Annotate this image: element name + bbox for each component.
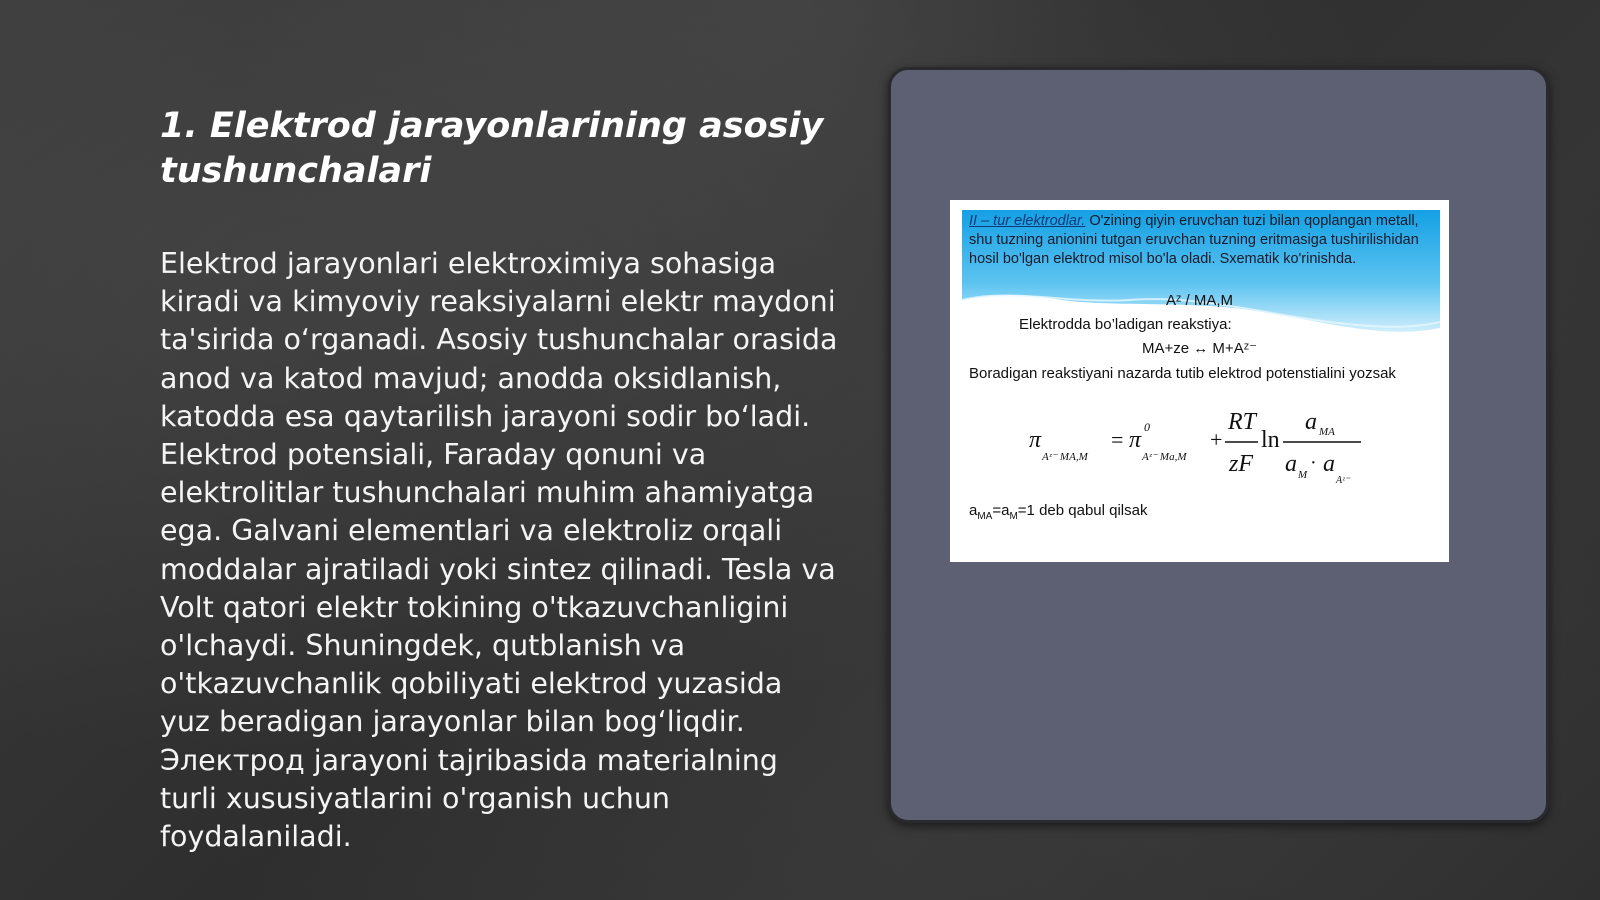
reaction-title: Elektrodda bo’ladigan reakstiya: — [1019, 316, 1232, 333]
intro-rest: O'zining qiyin eruvchan tuzi bilan qoplangan metall, shu tuzning anionini tutgan eruvchan tuzning eritmasiga tushirilishidan hosil bo'lgan elektrod misol bo'la oladi. Sxematik ko'rinishda. — [969, 213, 1419, 267]
formula-den-dot: · — [1310, 452, 1317, 474]
formula-den-a2-sub: Aᶻ⁻ — [1336, 475, 1350, 486]
formula-equals: = — [1111, 427, 1124, 452]
assumption-text: $a_{MA}=a_M=1$ deb qabul qilsak — [969, 502, 1148, 522]
formula-den-a1: a — [1285, 451, 1297, 477]
formula-rt: RT — [1228, 409, 1257, 435]
formula-num-sub: MA — [1319, 426, 1335, 438]
intro-text — [969, 212, 1439, 269]
electrode-scheme: Aᶻ / MA,M — [1165, 292, 1234, 309]
formula-plus: + — [1210, 427, 1223, 452]
formula-pi-left: π — [1029, 427, 1042, 453]
reaction-equation: MA+ze ↔ M+Aᶻ⁻ — [1142, 340, 1257, 357]
formula-pi-right-sup: 0 — [1144, 420, 1150, 434]
formula-zf: zF — [1229, 451, 1253, 477]
slide-title: 1. Elektrod jarayonlarining asosiy tushunchalari — [160, 106, 824, 191]
intro-emphasis: II – tur elektrodlar. — [969, 213, 1086, 229]
potential-note: Boradigan reakstiyani nazarda tutib elektrod potenstialini yozsak — [969, 365, 1396, 382]
nernst-formula — [1025, 405, 1385, 500]
formula-ln: ln — [1261, 427, 1280, 453]
formula-num-a: a — [1305, 409, 1317, 435]
formula-den-a1-sub: M — [1298, 469, 1308, 481]
embedded-slide-image — [950, 200, 1449, 562]
formula-pi-right-sub: Aᶻ⁻ Ma,M — [1142, 451, 1187, 463]
slide-body-text: Elektrod jarayonlari elektroximiya sohasiga kiradi va kimyoviy reaksiyalarni elektr maydoni ta'sirida oʻrganadi. Asosiy tushunchalar orasida anod va katod mavjud; anodda oksidlanish, katodda esa qaytarilish jarayoni sodir boʻladi. Elektrod potensiali, Faraday qonuni va elektrolitlar tushunchalari muhim ahamiyatga ega. Galvani elementlari va elektroliz orqali moddalar ajratiladi yoki sintez qilinadi. Tesla va Volt qatori elektr tokining o'tkazuvchanligini o'lchaydi. Shuningdek, qutblanish va o'tkazuvchanlik qobiliyati elektrod yuzasida yuz beradigan jarayonlar bilan bogʻliqdir. Электрод jarayoni tajribasida materialning turli xususiyatlarini o'rganish uchun foydalaniladi. — [160, 247, 838, 854]
formula-pi-right: π — [1129, 427, 1142, 453]
formula-pi-left-sub: Aᶻ⁻ MA,M — [1042, 451, 1088, 463]
formula-den-a2: a — [1323, 451, 1335, 477]
